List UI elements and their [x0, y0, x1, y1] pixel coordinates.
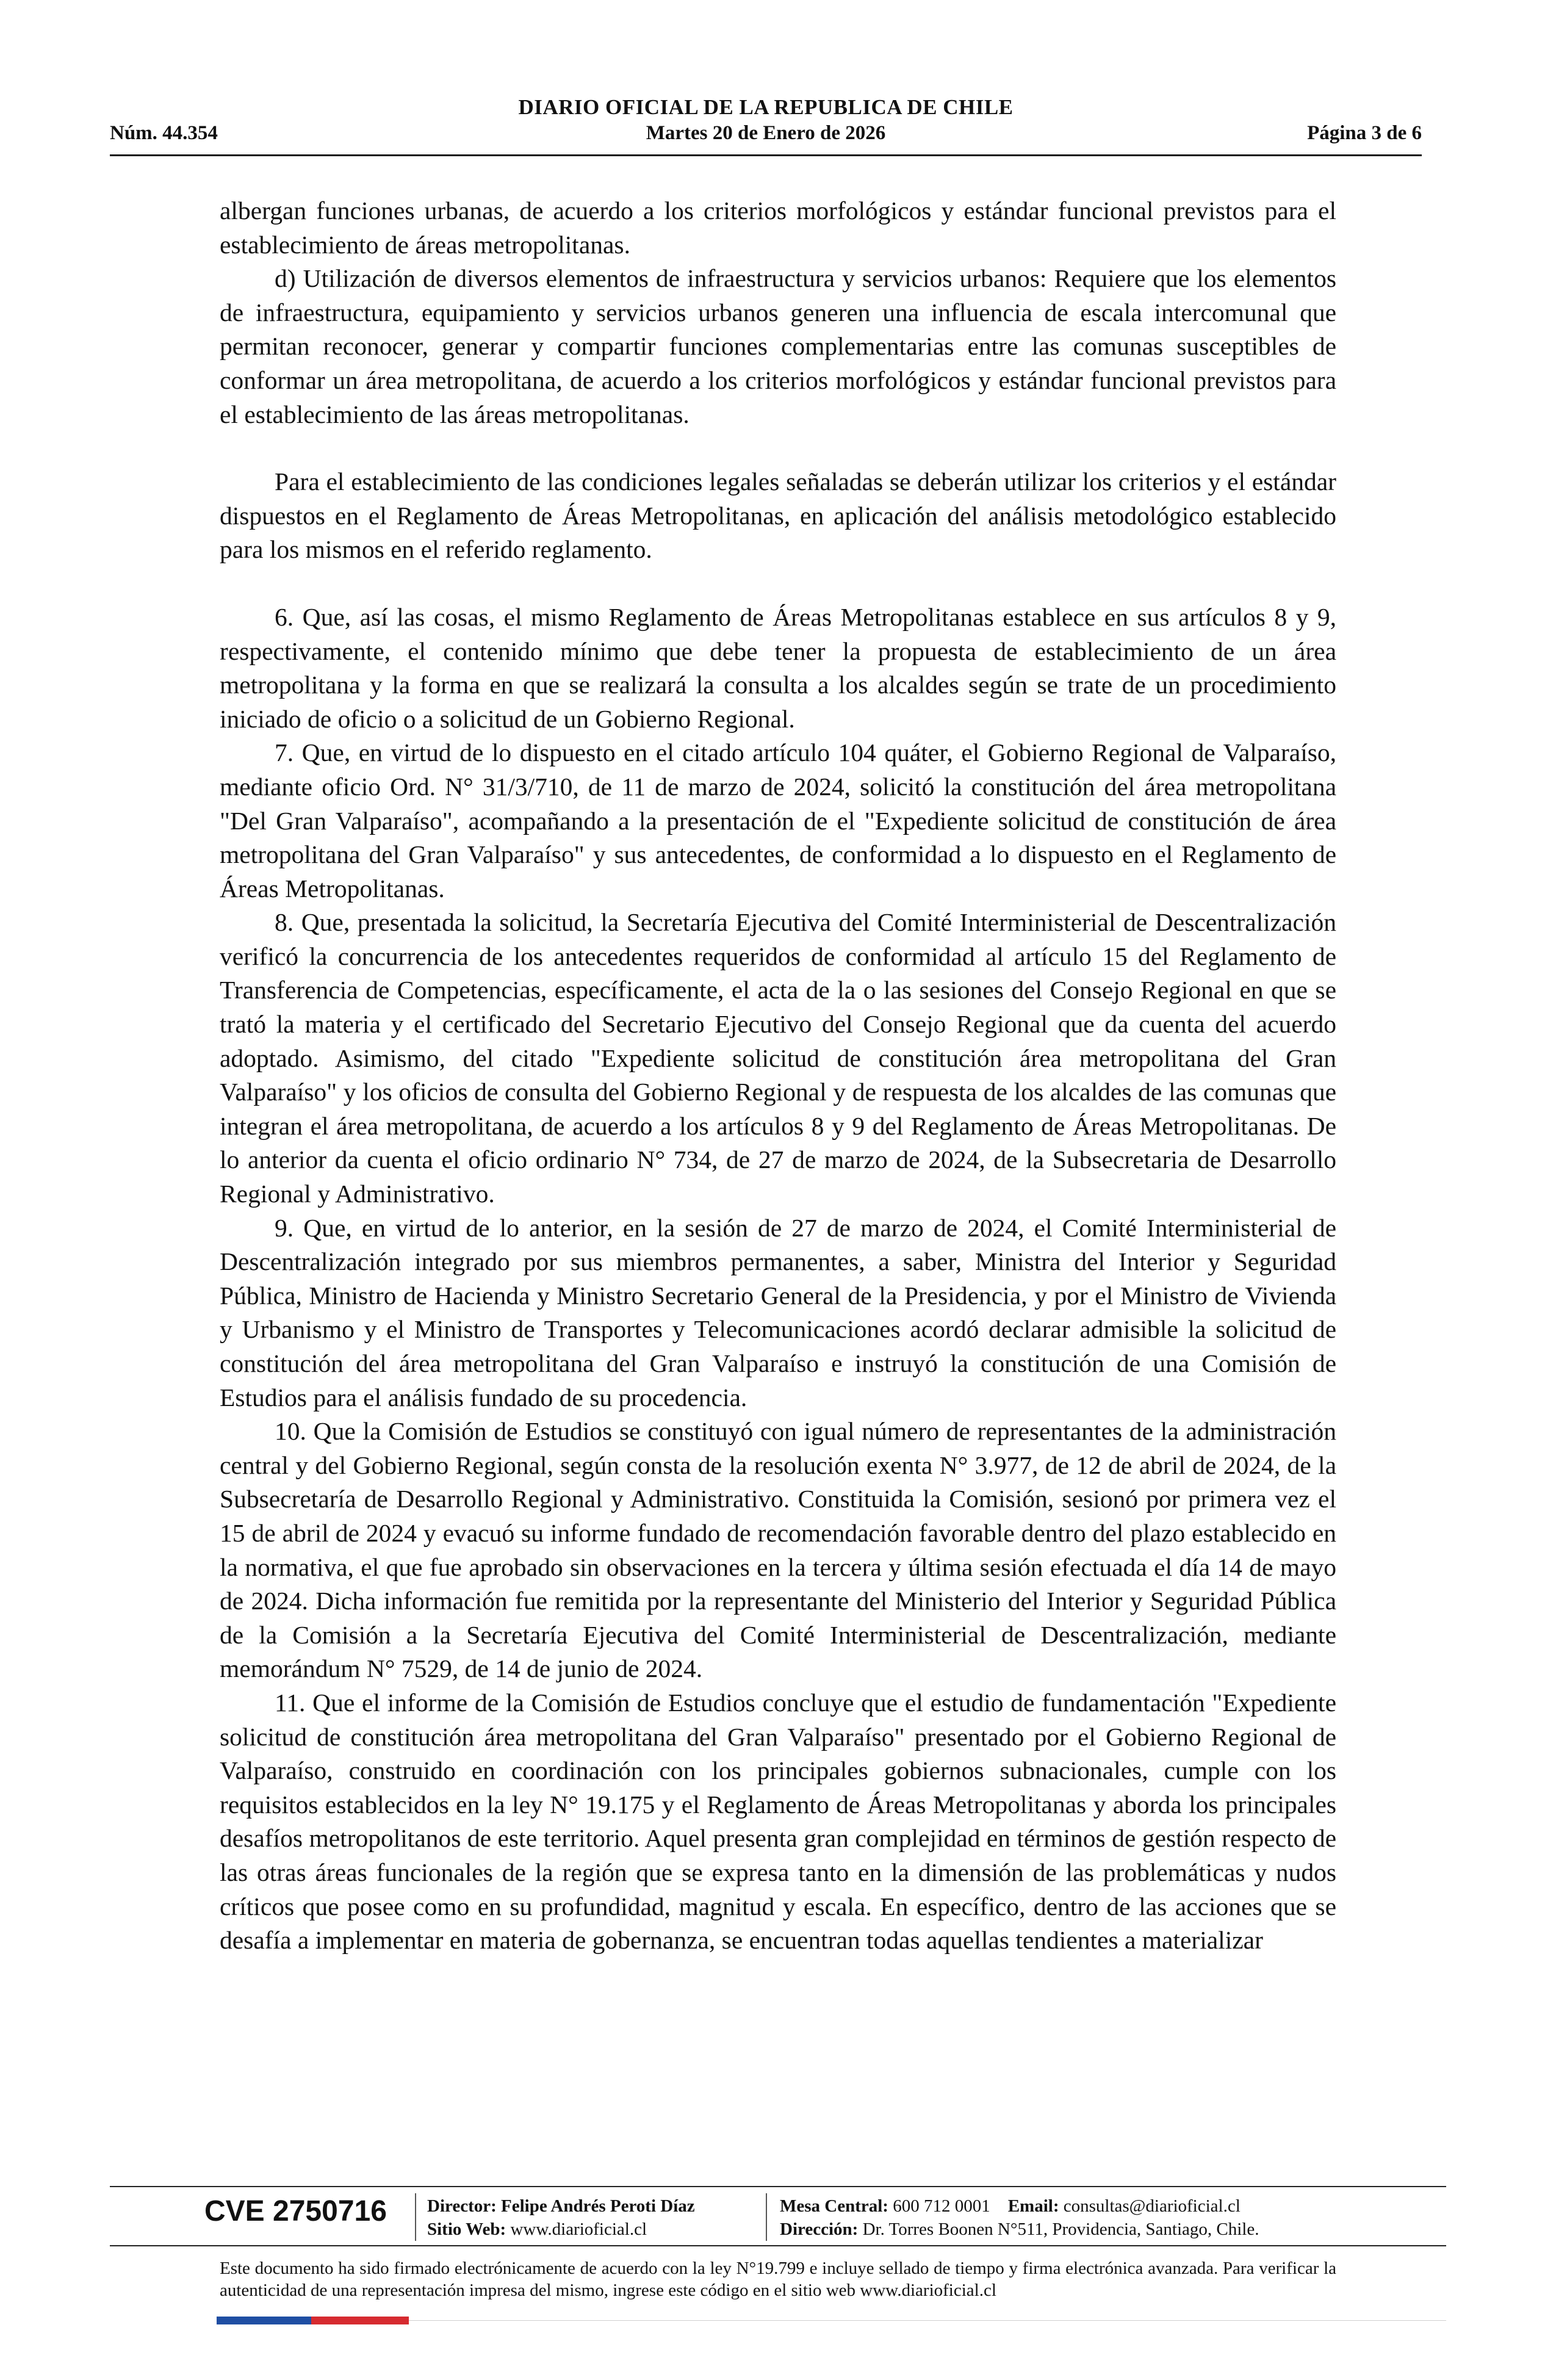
footer-separator	[415, 2193, 416, 2241]
paragraph-8: 8. Que, presentada la solicitud, la Secretaría Ejecutiva del Comité Interministerial de Descentralización verificó la concurrencia de los antecedentes requeridos de conformidad al artículo 15 del Reglamento de Transferencia de Competencias, específicamente, el acta de la o las sesiones del Consejo Regional en que se trató la materia y el certificado del Secretario Ejecutivo del Consejo Regional que da cuenta del acuerdo adoptado. Asimismo, del citado "Expediente solicitud de constitución área metropolitana del Gran Valparaíso" y los oficios de consulta del Gobierno Regional y de respuesta de los alcaldes de las comunas que integran el área metropolitana, de acuerdo a los artículos 8 y 9 del Reglamento de Áreas Metropolitanas. De lo anterior da cuenta el oficio ordinario N° 734, de 27 de marzo de 2024, de la Subsecretaria de Desarrollo Regional y Administrativo.	[220, 908, 1336, 1208]
page-header	[110, 92, 1422, 153]
paragraph-11: 11. Que el informe de la Comisión de Estudios concluye que el estudio de fundamentación "Expediente solicitud de constitución área metropolitana del Gran Valparaíso" presentado por el Gobierno Regional de Valparaíso, construido en coordinación con los principales gobiernos subnacionales, cumple con los requisitos establecidos en la ley N° 19.175 y el Reglamento de Áreas Metropolitanas y aborda los principales desafíos metropolitanos de este territorio. Aquel presenta gran complejidad en términos de gestión respecto de las otras áreas funcionales de la región que se expresa tanto en la dimensión de las problemáticas y nudos críticos que posee como en su profundidad, magnitud y escala. En específico, dentro de las acciones que se desafía a implementar en materia de gobernanza, se encuentran todas aquellas tendientes a materializar	[220, 1688, 1336, 1955]
director-name: Felipe Andrés Peroti Díaz	[501, 2196, 695, 2216]
paragraph-criterion-d: d) Utilización de diversos elementos de infraestructura y servicios urbanos: Requiere que los elementos de infraestructura, equipamiento y servicios urbanos generen una influencia de escala intercomunal que permitan reconocer, generar y compartir funciones complementarias entre las comunas susceptibles de conformar un área metropolitana, de acuerdo a los criterios morfológicos y estándar funcional previstos para el establecimiento de las áreas metropolitanas.	[220, 264, 1336, 428]
footer-top-divider	[110, 2186, 1446, 2187]
cve-code: CVE 2750716	[204, 2195, 387, 2227]
address-label: Dirección:	[780, 2220, 859, 2239]
header-divider	[110, 154, 1422, 156]
flag-stripe-red	[311, 2317, 409, 2324]
paragraph-6: 6. Que, así las cosas, el mismo Reglamento de Áreas Metropolitanas establece en sus artículos 8 y 9, respectivamente, el contenido mínimo que debe tener la propuesta de establecimiento de un área metropolitana y la forma en que se realizará la consulta a los alcaldes según se trate de un procedimiento iniciado de oficio o a solicitud de un Gobierno Regional.	[220, 602, 1336, 733]
email-label: Email:	[1007, 2196, 1059, 2216]
journal-title: DIARIO OFICIAL DE LA REPUBLICA DE CHILE	[518, 95, 1014, 119]
email-link[interactable]: consultas@diarioficial.cl	[1063, 2196, 1241, 2216]
paragraph-continuation: albergan funciones urbanas, de acuerdo a los criterios morfológicos y estándar funcional previstos para el establecimiento de áreas metropolitanas.	[220, 197, 1336, 259]
footer-director-block	[427, 2194, 695, 2241]
footer-contact-block	[780, 2194, 1259, 2241]
document-body	[220, 194, 1336, 1958]
paragraph-9: 9. Que, en virtud de lo anterior, en la sesión de 27 de marzo de 2024, el Comité Interministerial de Descentralización integrado por sus miembros permanentes, a saber, Ministra del Interior y Seguridad Pública, Ministro de Hacienda y Ministro Secretario General de la Presidencia, y por el Ministro de Vivienda y Urbanismo y el Ministro de Transportes y Telecomunicaciones acordó declarar admisible la solicitud de constitución del área metropolitana del Gran Valparaíso e instruyó la constitución de una Comisión de Estudios para el análisis fundado de su procedencia.	[220, 1213, 1336, 1412]
footer-separator	[766, 2193, 767, 2241]
phone-value: 600 712 0001	[893, 2196, 990, 2216]
issue-number: Núm. 44.354	[110, 122, 218, 144]
paragraph-legal-conditions: Para el establecimiento de las condiciones legales señaladas se deberán utilizar los criterios y el estándar dispuestos en el Reglamento de Áreas Metropolitanas, en aplicación del análisis metodológico establecido para los mismos en el referido reglamento.	[220, 467, 1336, 564]
site-label: Sitio Web:	[427, 2220, 506, 2239]
footer-bottom-divider	[110, 2245, 1446, 2246]
address-value: Dr. Torres Boonen N°511, Providencia, Santiago, Chile.	[862, 2220, 1259, 2239]
issue-date: Martes 20 de Enero de 2026	[646, 122, 886, 144]
flag-stripe-line	[409, 2320, 1446, 2321]
flag-stripe-blue	[217, 2317, 311, 2324]
phone-label: Mesa Central:	[780, 2196, 888, 2216]
paragraph-7: 7. Que, en virtud de lo dispuesto en el citado artículo 104 quáter, el Gobierno Regional de Valparaíso, mediante oficio Ord. N° 31/3/710, de 11 de marzo de 2024, solicitó la constitución del área metropolitana "Del Gran Valparaíso", acompañando a la presentación de el "Expediente solicitud de constitución de área metropolitana del Gran Valparaíso" y sus antecedentes, de conformidad a lo dispuesto en el Reglamento de Áreas Metropolitanas.	[220, 738, 1336, 903]
site-link[interactable]: www.diarioficial.cl	[510, 2220, 647, 2239]
legal-notice: Este documento ha sido firmado electrónicamente de acuerdo con la ley N°19.799 e incluye sellado de tiempo y firma electrónica avanzada. Para verificar la autenticidad de una representación impresa del mismo, ingrese este código en el sitio web www.diarioficial.cl	[220, 2259, 1336, 2300]
paragraph-10: 10. Que la Comisión de Estudios se constituyó con igual número de representantes de la administración central y del Gobierno Regional, según consta de la resolución exenta N° 3.977, de 12 de abril de 2024, de la Subsecretaría de Desarrollo Regional y Administrativo. Constituida la Comisión, sesionó por primera vez el 15 de abril de 2024 y evacuó su informe fundado de recomendación favorable dentro del plazo establecido en la normativa, el que fue aprobado sin observaciones en la tercera y última sesión efectuada el día 14 de mayo de 2024. Dicha información fue remitida por la representante del Ministerio del Interior y Seguridad Pública de la Comisión a la Secretaría Ejecutiva del Comité Interministerial de Descentralización, mediante memorándum N° 7529, de 14 de junio de 2024.	[220, 1417, 1336, 1683]
page-indicator: Página 3 de 6	[1307, 122, 1422, 144]
director-label: Director:	[427, 2196, 497, 2216]
